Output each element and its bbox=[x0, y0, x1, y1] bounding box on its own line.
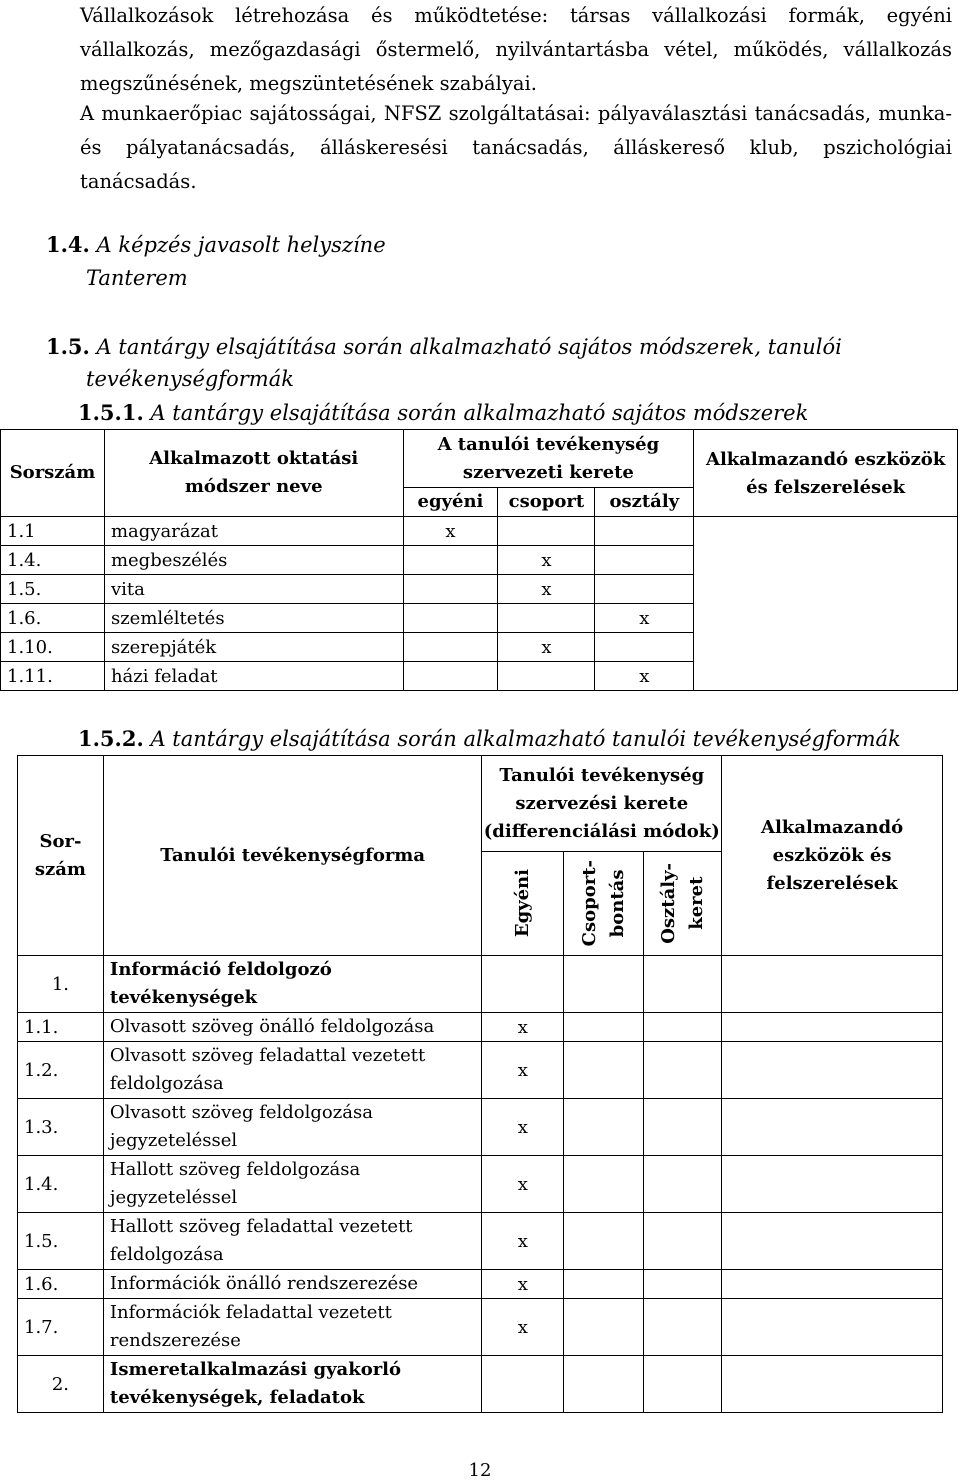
osztaly-mark: x bbox=[595, 662, 694, 691]
header-activity: Tanulói tevékenységforma bbox=[103, 756, 482, 956]
csoport-mark bbox=[498, 517, 595, 546]
header-sorszam: Sorszám bbox=[1, 430, 105, 517]
csoportbontas-mark bbox=[564, 1042, 644, 1099]
csoportbontas-mark bbox=[564, 1356, 644, 1413]
row-number: 1.10. bbox=[1, 633, 105, 662]
egyeni-mark: x bbox=[482, 1099, 564, 1156]
tools-cell bbox=[722, 1156, 943, 1213]
header-sorszam: Sor- szám bbox=[18, 756, 104, 956]
table-row bbox=[18, 1299, 943, 1356]
csoportbontas-mark bbox=[564, 956, 644, 1013]
egyeni-mark bbox=[403, 662, 498, 691]
csoportbontas-mark bbox=[564, 1099, 644, 1156]
csoport-mark: x bbox=[498, 546, 595, 575]
activity-name: Információk önálló rendszerezése bbox=[103, 1270, 482, 1299]
tools-cell bbox=[722, 1213, 943, 1270]
osztalykeret-mark bbox=[644, 956, 722, 1013]
tools-cell bbox=[722, 1099, 943, 1156]
section-1-5-title-cont: tevékenységformák bbox=[86, 367, 294, 391]
section-number: 1.5.1. bbox=[78, 400, 144, 425]
egyeni-mark: x bbox=[482, 1156, 564, 1213]
intro-paragraph-1: Vállalkozások létrehozása és működtetése: társas vállalkozási formák, egyéni vállalkozás, mezőgazdasági őstermelő, nyilvántartásba vétel, működés, vállalkozás megszűnésének, megszüntetésének szabályai. bbox=[80, 4, 952, 95]
group-row bbox=[18, 956, 943, 1013]
row-number: 1.4. bbox=[1, 546, 105, 575]
activity-name: Olvasott szöveg feladattal vezetett feldolgozása bbox=[103, 1042, 482, 1099]
row-number: 1.1 bbox=[1, 517, 105, 546]
intro-paragraph-2: A munkaerőpiac sajátosságai, NFSZ szolgáltatásai: pályaválasztási tanácsadás, munka- és pályatanácsadás, álláskeresési tanácsadás, álláskereső klub, pszichológiai tanácsadás. bbox=[80, 102, 952, 193]
activity-name: Hallott szöveg feldolgozása jegyzeteléssel bbox=[103, 1156, 482, 1213]
section-title: A tantárgy elsajátítása során alkalmazható sajátos módszerek bbox=[150, 401, 809, 425]
egyeni-mark bbox=[403, 575, 498, 604]
csoport-mark bbox=[498, 604, 595, 633]
osztalykeret-mark bbox=[644, 1099, 722, 1156]
row-number: 1.2. bbox=[18, 1042, 104, 1099]
row-number: 1.1. bbox=[18, 1013, 104, 1042]
osztalykeret-mark bbox=[644, 1356, 722, 1413]
osztalykeret-mark bbox=[644, 1156, 722, 1213]
method-name: házi feladat bbox=[104, 662, 403, 691]
activity-name: Olvasott szöveg önálló feldolgozása bbox=[103, 1013, 482, 1042]
tools-cell bbox=[722, 1299, 943, 1356]
section-title: A képzés javasolt helyszíne bbox=[96, 233, 386, 257]
egyeni-mark: x bbox=[482, 1042, 564, 1099]
egyeni-mark bbox=[482, 956, 564, 1013]
table-row bbox=[18, 1213, 943, 1270]
activity-name: Információk feladattal vezetett rendszerezése bbox=[103, 1299, 482, 1356]
tools-cell bbox=[722, 1042, 943, 1099]
section-1-5-heading bbox=[46, 334, 842, 359]
row-number: 1.6. bbox=[18, 1270, 104, 1299]
osztaly-mark bbox=[595, 633, 694, 662]
activity-name: Hallott szöveg feladattal vezetett feldolgozása bbox=[103, 1213, 482, 1270]
egyeni-mark bbox=[482, 1356, 564, 1413]
header-egyeni: egyéni bbox=[403, 488, 498, 517]
osztalykeret-mark bbox=[644, 1299, 722, 1356]
header-method: Alkalmazott oktatási módszer neve bbox=[104, 430, 403, 517]
egyeni-mark: x bbox=[403, 517, 498, 546]
osztaly-mark bbox=[595, 517, 694, 546]
activity-name: Ismeretalkalmazási gyakorló tevékenységek, feladatok bbox=[103, 1356, 482, 1413]
row-number: 1.5. bbox=[1, 575, 105, 604]
csoportbontas-mark bbox=[564, 1156, 644, 1213]
egyeni-mark: x bbox=[482, 1213, 564, 1270]
row-number: 1.7. bbox=[18, 1299, 104, 1356]
tools-cell bbox=[722, 1356, 943, 1413]
section-number: 1.4. bbox=[46, 232, 90, 257]
egyeni-mark: x bbox=[482, 1013, 564, 1042]
egyeni-mark: x bbox=[482, 1299, 564, 1356]
row-number: 1.4. bbox=[18, 1156, 104, 1213]
section-1-4-heading bbox=[46, 232, 386, 257]
tools-cell bbox=[694, 517, 958, 691]
header-frame: A tanulói tevékenység szervezeti kerete bbox=[403, 430, 694, 488]
osztaly-mark: x bbox=[595, 604, 694, 633]
activities-table bbox=[17, 755, 943, 1413]
osztalykeret-mark bbox=[644, 1270, 722, 1299]
egyeni-mark bbox=[403, 633, 498, 662]
method-name: szemléltetés bbox=[104, 604, 403, 633]
method-name: magyarázat bbox=[104, 517, 403, 546]
table-row bbox=[18, 1270, 943, 1299]
header-frame: Tanulói tevékenység szervezési kerete (differenciálási módok) bbox=[482, 756, 722, 852]
row-number: 1.5. bbox=[18, 1213, 104, 1270]
row-number: 2. bbox=[18, 1356, 104, 1413]
header-tools: Alkalmazandó eszközök és felszerelések bbox=[722, 756, 943, 956]
section-number: 1.5. bbox=[46, 334, 90, 359]
header-tools: Alkalmazandó eszközök és felszerelések bbox=[694, 430, 958, 517]
method-name: szerepjáték bbox=[104, 633, 403, 662]
csoportbontas-mark bbox=[564, 1299, 644, 1356]
header-csoportbontas: Csoport- bontás bbox=[564, 852, 644, 956]
table-row bbox=[18, 1042, 943, 1099]
csoport-mark: x bbox=[498, 575, 595, 604]
row-number: 1.6. bbox=[1, 604, 105, 633]
location-value: Tanterem bbox=[86, 266, 188, 290]
tools-cell bbox=[722, 1013, 943, 1042]
tools-cell bbox=[722, 956, 943, 1013]
osztalykeret-mark bbox=[644, 1213, 722, 1270]
header-osztalykeret: Osztály- keret bbox=[644, 852, 722, 956]
page-number: 12 bbox=[468, 1460, 492, 1481]
tools-cell bbox=[722, 1270, 943, 1299]
header-csoport: csoport bbox=[498, 488, 595, 517]
osztaly-mark bbox=[595, 546, 694, 575]
csoportbontas-mark bbox=[564, 1013, 644, 1042]
section-title: A tantárgy elsajátítása során alkalmazható tanulói tevékenységformák bbox=[150, 727, 901, 751]
header-egyeni: Egyéni bbox=[482, 852, 564, 956]
activity-name: Információ feldolgozó tevékenységek bbox=[103, 956, 482, 1013]
egyeni-mark bbox=[403, 546, 498, 575]
osztalykeret-mark bbox=[644, 1042, 722, 1099]
section-title: A tantárgy elsajátítása során alkalmazható sajátos módszerek, tanulói bbox=[96, 335, 842, 359]
method-name: megbeszélés bbox=[104, 546, 403, 575]
section-1-5-1-heading bbox=[78, 400, 808, 425]
group-row bbox=[18, 1356, 943, 1413]
section-1-5-2-heading bbox=[78, 726, 901, 751]
row-number: 1. bbox=[18, 956, 104, 1013]
method-name: vita bbox=[104, 575, 403, 604]
table-row bbox=[18, 1156, 943, 1213]
table-row bbox=[1, 517, 958, 546]
egyeni-mark bbox=[403, 604, 498, 633]
osztalykeret-mark bbox=[644, 1013, 722, 1042]
row-number: 1.11. bbox=[1, 662, 105, 691]
csoportbontas-mark bbox=[564, 1270, 644, 1299]
methods-table bbox=[0, 429, 958, 691]
row-number: 1.3. bbox=[18, 1099, 104, 1156]
table-row bbox=[18, 1099, 943, 1156]
table-row bbox=[18, 1013, 943, 1042]
activity-name: Olvasott szöveg feldolgozása jegyzeteléssel bbox=[103, 1099, 482, 1156]
csoport-mark bbox=[498, 662, 595, 691]
header-osztaly: osztály bbox=[595, 488, 694, 517]
csoportbontas-mark bbox=[564, 1213, 644, 1270]
osztaly-mark bbox=[595, 575, 694, 604]
egyeni-mark: x bbox=[482, 1270, 564, 1299]
section-number: 1.5.2. bbox=[78, 726, 144, 751]
csoport-mark: x bbox=[498, 633, 595, 662]
